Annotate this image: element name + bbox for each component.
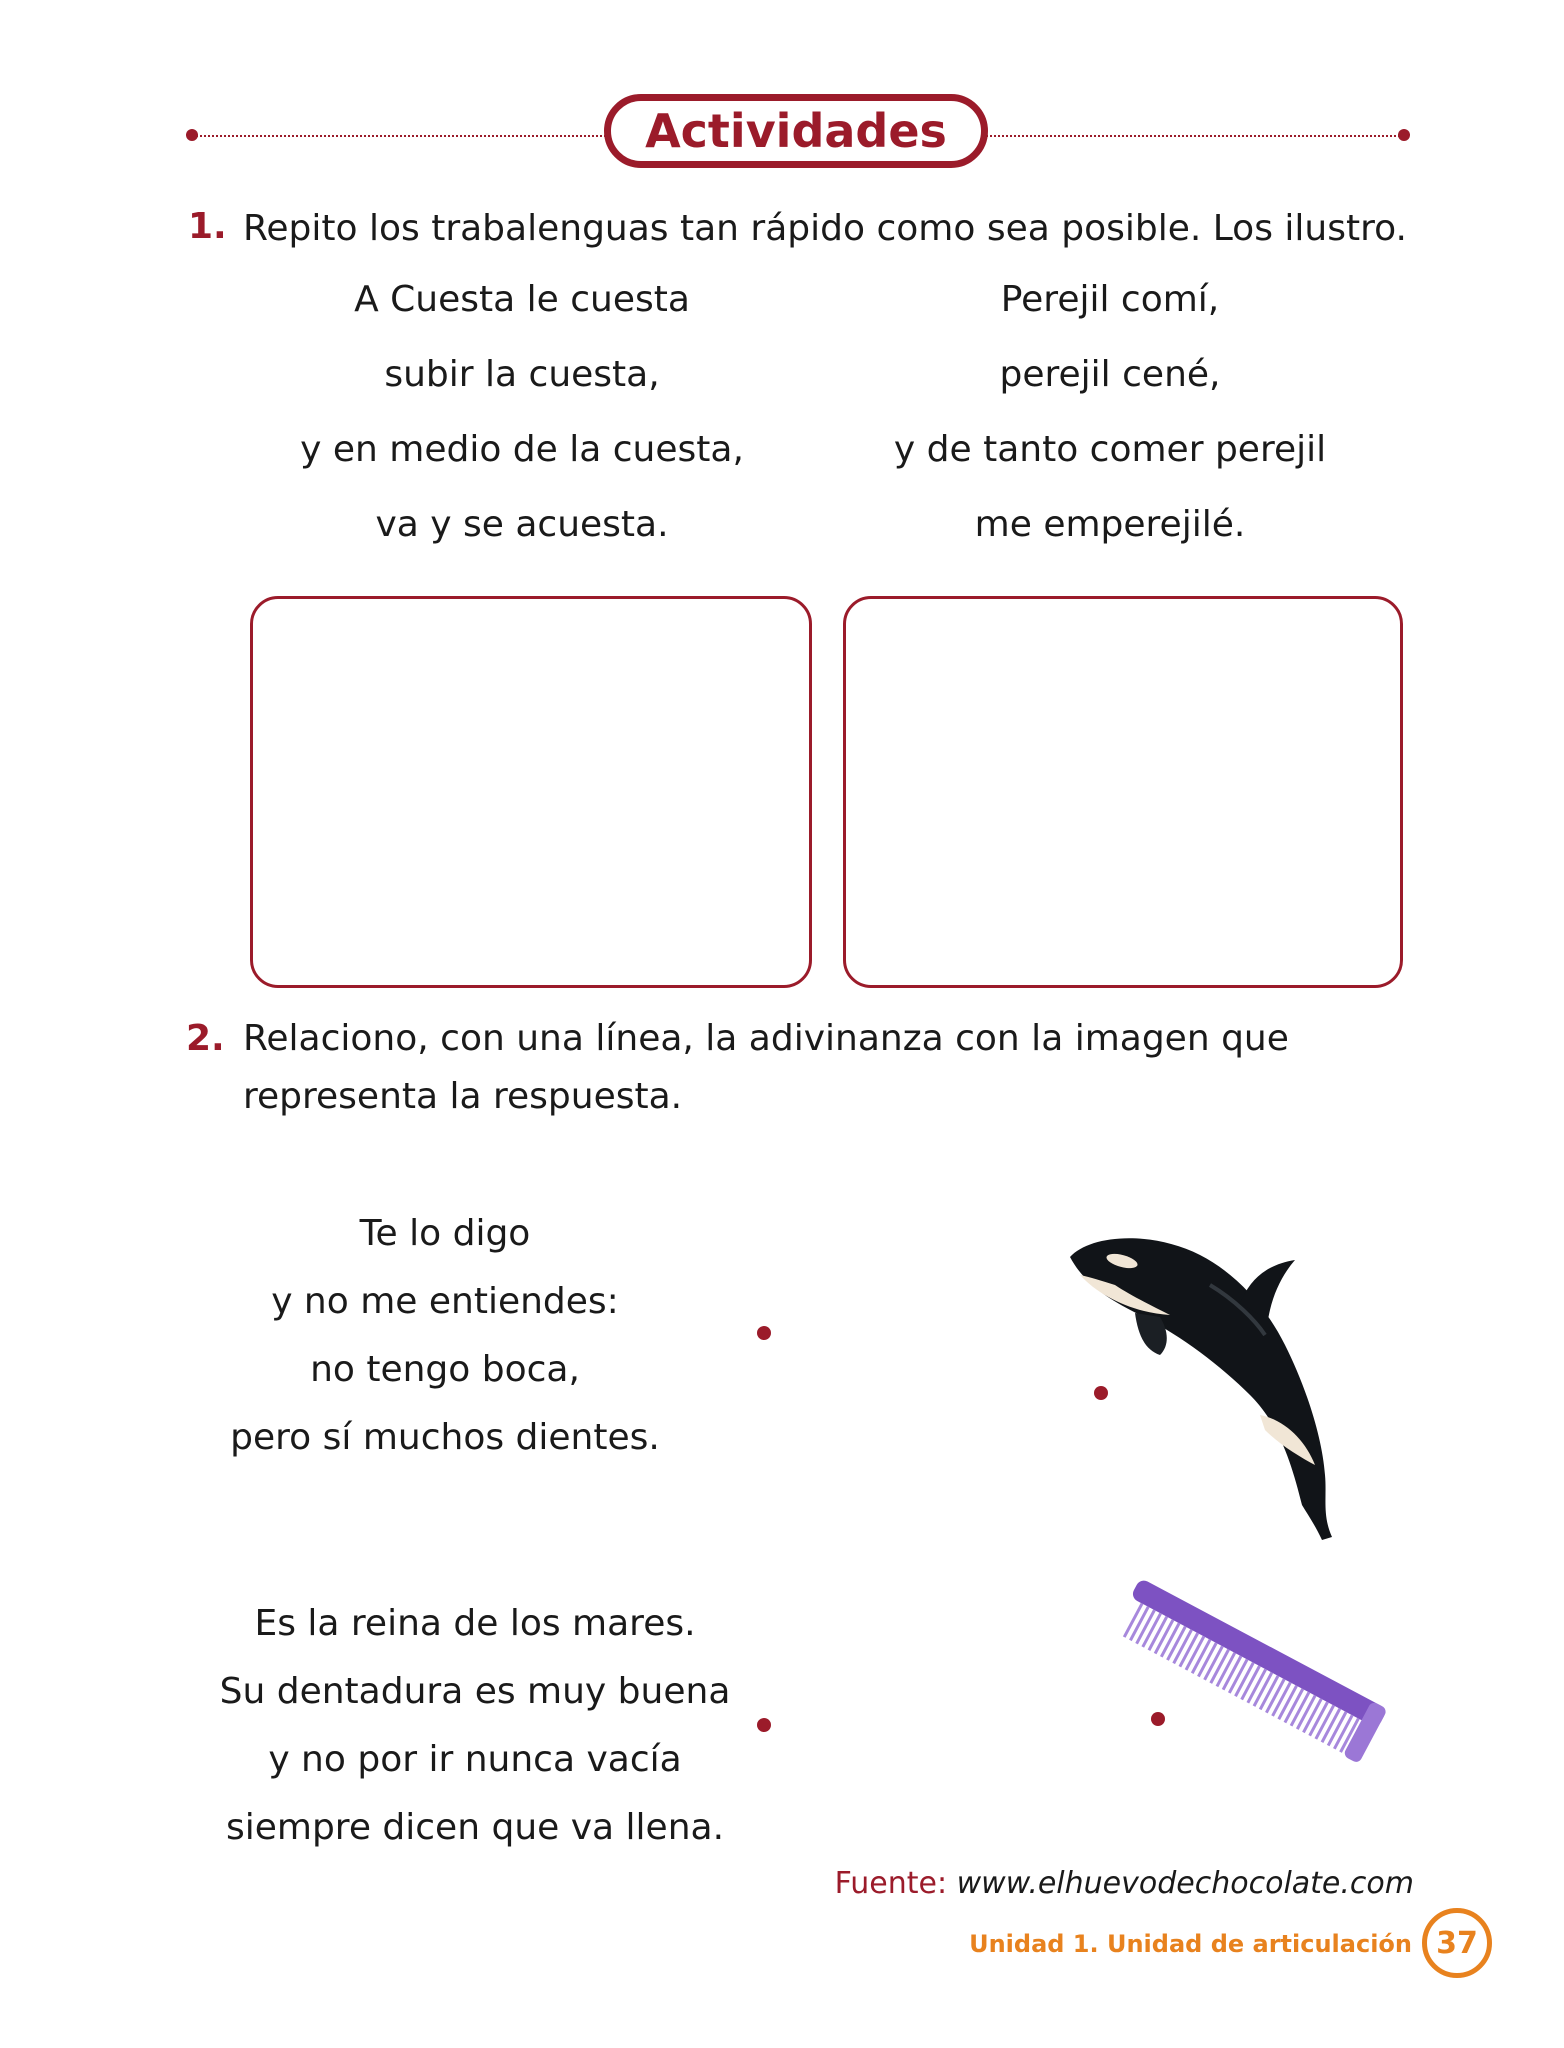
riddle-line: siempre dicen que va llena. (225, 1807, 725, 1848)
activity-2-instruction (243, 1010, 1289, 1126)
drawing-box-left[interactable] (250, 596, 812, 988)
riddle-line: Te lo digo (359, 1213, 531, 1254)
riddle-line: Su dentadura es muy buena (219, 1671, 731, 1712)
header-right-dot (1398, 129, 1410, 141)
header-right-rule (986, 135, 1400, 137)
source-label: Fuente: (834, 1866, 948, 1901)
activity-1-instruction: Repito los trabalenguas tan rápido como sea posible. Los ilustro. (243, 208, 1407, 249)
page-title: Actividades (645, 104, 947, 158)
header-left-rule (196, 135, 606, 137)
comb-image (1100, 1570, 1400, 1770)
orca-image (1060, 1225, 1360, 1545)
poem-line: y de tanto comer perejil (893, 429, 1327, 470)
poem-line: me emperejilé. (974, 504, 1246, 545)
instruction-line: representa la respuesta. (243, 1076, 683, 1117)
poem-line: va y se acuesta. (375, 504, 669, 545)
page-number-text: 37 (1436, 1925, 1478, 1961)
riddle-1-match-dot[interactable] (757, 1326, 771, 1340)
riddle-1 (200, 1200, 690, 1472)
footer-unit: Unidad 1. Unidad de articulación (969, 1930, 1412, 1958)
poem-line: perejil cené, (999, 354, 1221, 395)
header-pill (604, 94, 988, 168)
riddle-line: y no por ir nunca vacía (268, 1739, 682, 1780)
riddle-line: Es la reina de los mares. (254, 1603, 696, 1644)
instruction-line: Relaciono, con una línea, la adivinanza con la imagen que (243, 1018, 1289, 1059)
poem-line: A Cuesta le cuesta (354, 279, 690, 320)
source-citation (835, 1866, 1414, 1901)
riddle-line: y no me entiendes: (271, 1281, 619, 1322)
tongue-twister-right (850, 262, 1370, 562)
riddle-line: pero sí muchos dientes. (230, 1417, 660, 1458)
poem-line: y en medio de la cuesta, (300, 429, 744, 470)
riddle-2 (210, 1590, 740, 1862)
page-number (1422, 1908, 1492, 1978)
riddle-2-match-dot[interactable] (757, 1718, 771, 1732)
source-url[interactable]: www.elhuevodechocolate.com (956, 1866, 1414, 1901)
activity-1-number: 1. (188, 206, 227, 247)
drawing-box-right[interactable] (843, 596, 1403, 988)
poem-line: Perejil comí, (1000, 279, 1220, 320)
poem-line: subir la cuesta, (384, 354, 660, 395)
tongue-twister-left (262, 262, 782, 562)
activity-2-number: 2. (186, 1018, 225, 1059)
riddle-line: no tengo boca, (310, 1349, 580, 1390)
